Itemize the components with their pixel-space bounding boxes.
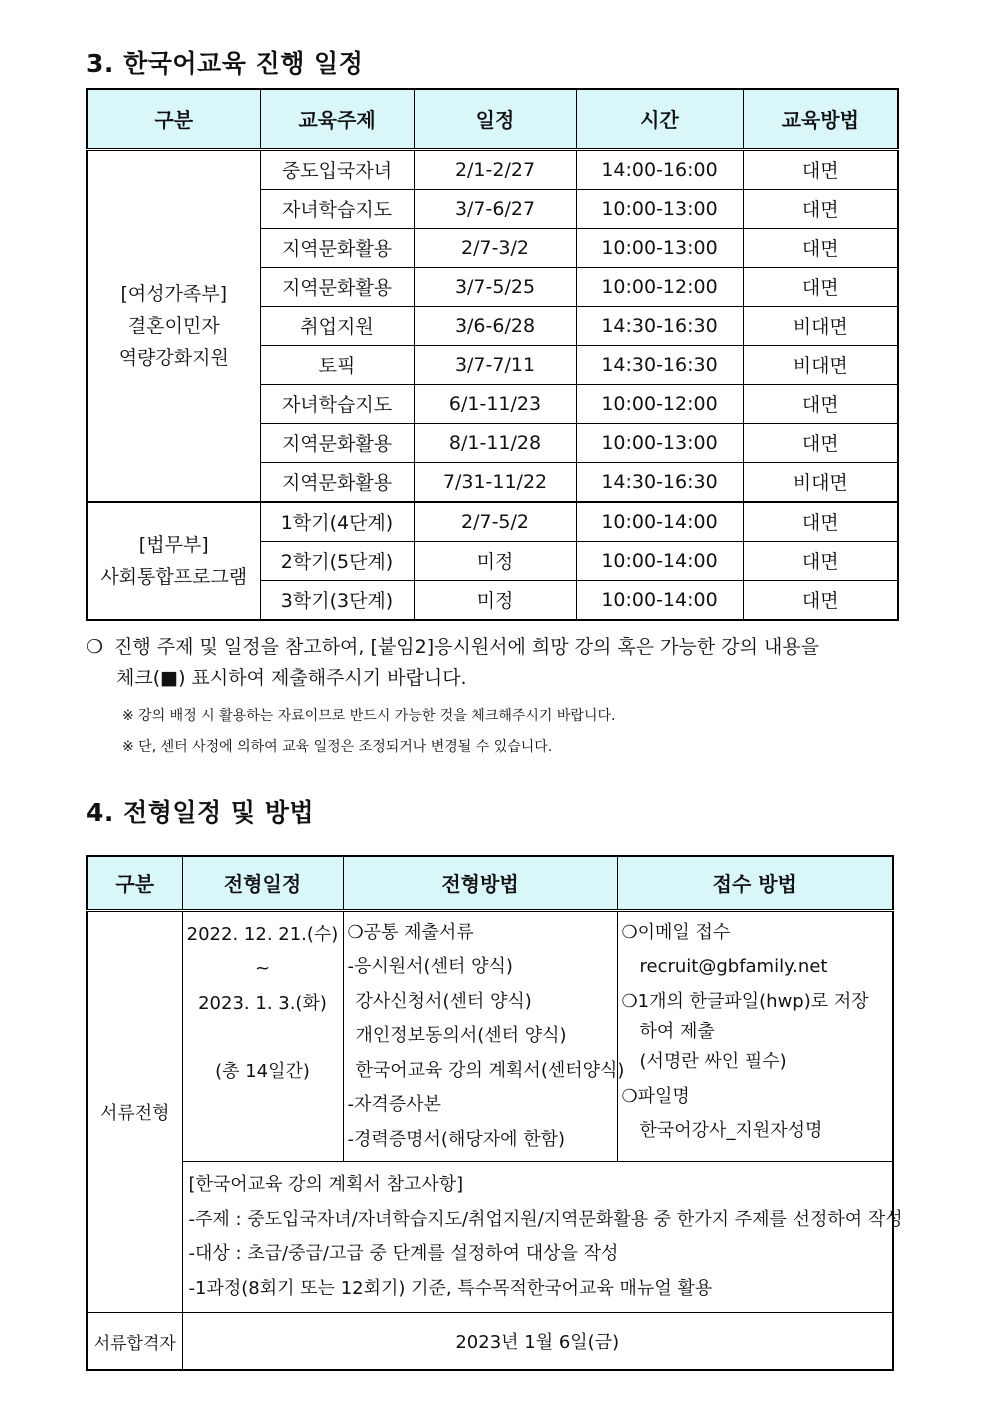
cell-time: 10:00-14:00: [576, 541, 743, 580]
receipt-line: 하여 제출: [639, 1021, 715, 1042]
document-stage-receipt: [617, 910, 893, 1162]
cell-schedule: 미정: [414, 541, 576, 580]
cell-schedule: 6/1-11/23: [414, 384, 576, 423]
method-line: 한국어교육 강의 계획서(센터양식): [355, 1059, 625, 1081]
cell-topic: 토픽: [260, 345, 414, 384]
small-note-1: ※ 강의 배정 시 활용하는 자료이므로 반드시 가능한 것을 체크해주시기 바랍니다.: [122, 708, 616, 724]
cell-method: 대면: [743, 580, 898, 620]
cell-topic: 자녀학습지도: [260, 384, 414, 423]
document-stage-dates: [182, 910, 343, 1162]
document-stage-label: 서류전형: [87, 910, 182, 1313]
cell-topic: 취업지원: [260, 306, 414, 345]
sel-header-schedule: 전형일정: [182, 856, 343, 910]
date-line: [183, 1021, 343, 1055]
selection-table: [86, 855, 903, 1371]
group-label-line: 사회통합프로그램: [100, 565, 248, 588]
method-line: -자격증사본: [347, 1094, 441, 1115]
receipt-line: ❍이메일 접수: [621, 921, 731, 943]
cell-time: 10:00-14:00: [576, 580, 743, 620]
receipt-line: ❍파일명: [621, 1085, 690, 1107]
method-line: 개인정보동의서(센터 양식): [355, 1025, 567, 1046]
note-bullet: ❍: [86, 636, 104, 658]
group-label: [87, 502, 260, 620]
reference-row: [87, 1162, 893, 1313]
header-topic: 교육주제: [260, 89, 414, 149]
reference-line: -주제 : 중도입국자녀/자녀학습지도/취업지원/지역문화활용 중 한가지 주제를 선정하여 작성: [188, 1208, 903, 1230]
cell-topic: 지역문화활용: [260, 423, 414, 462]
note-line2: 체크(■) 표시하여 제출해주시기 바랍니다.: [116, 667, 467, 689]
cell-topic: 자녀학습지도: [260, 189, 414, 228]
small-note-2: ※ 단, 센터 사정에 의하여 교육 일정은 조정되거나 변경될 수 있습니다.: [122, 739, 553, 755]
schedule-header-row: [87, 89, 898, 149]
cell-schedule: 2/7-5/2: [414, 502, 576, 542]
cell-topic: 지역문화활용: [260, 462, 414, 502]
cell-schedule: 2/1-2/27: [414, 149, 576, 189]
pass-row: [87, 1313, 893, 1371]
schedule-row: [87, 149, 898, 189]
header-method: 교육방법: [743, 89, 898, 149]
cell-method: 대면: [743, 149, 898, 189]
group-label: [87, 149, 260, 502]
reference-line: -대상 : 초급/중급/고급 중 단계를 설정하여 대상을 작성: [188, 1243, 619, 1264]
header-time: 시간: [576, 89, 743, 149]
reference-title: [한국어교육 강의 계획서 참고사항]: [188, 1174, 464, 1195]
cell-method: 대면: [743, 384, 898, 423]
cell-time: 10:00-12:00: [576, 384, 743, 423]
cell-method: 대면: [743, 423, 898, 462]
reference-line: -1과정(8회기 또는 12회기) 기준, 특수목적한국어교육 매뉴얼 활용: [188, 1277, 713, 1299]
cell-method: 비대면: [743, 462, 898, 502]
cell-topic: 지역문화활용: [260, 228, 414, 267]
cell-schedule: 미정: [414, 580, 576, 620]
cell-topic: 2학기(5단계): [260, 541, 414, 580]
schedule-row: [87, 502, 898, 542]
cell-schedule: 2/7-3/2: [414, 228, 576, 267]
cell-topic: 1학기(4단계): [260, 502, 414, 542]
cell-topic: 3학기(3단계): [260, 580, 414, 620]
sel-header-method: 전형방법: [343, 856, 617, 910]
cell-topic: 지역문화활용: [260, 267, 414, 306]
cell-method: 비대면: [743, 306, 898, 345]
cell-method: 대면: [743, 228, 898, 267]
group-label-line: 결혼이민자: [127, 314, 220, 337]
receipt-line: (서명란 싸인 필수): [639, 1051, 787, 1072]
method-line: ❍공통 제출서류: [347, 921, 474, 943]
sel-header-category: 구분: [87, 856, 182, 910]
schedule-note: [86, 632, 912, 694]
group-label-line: 역량강화지원: [118, 346, 229, 369]
section3-title: 3. 한국어교육 진행 일정: [86, 49, 364, 78]
cell-method: 대면: [743, 541, 898, 580]
sel-header-receipt: 접수 방법: [617, 856, 893, 910]
cell-time: 10:00-13:00: [576, 423, 743, 462]
cell-method: 대면: [743, 189, 898, 228]
cell-schedule: 3/7-7/11: [414, 345, 576, 384]
date-line: 2023. 1. 3.(화): [198, 992, 327, 1014]
receipt-line: recruit@gbfamily.net: [639, 956, 828, 977]
document-stage-methods: [343, 910, 625, 1162]
cell-schedule: 8/1-11/28: [414, 423, 576, 462]
cell-time: 14:30-16:30: [576, 345, 743, 384]
cell-schedule: 3/6-6/28: [414, 306, 576, 345]
group-label-line: [여성가족부]: [120, 282, 228, 305]
header-category: 구분: [87, 89, 260, 149]
note-line1: 진행 주제 및 일정을 참고하여, [붙임2]응시원서에 희망 강의 혹은 가능한 강의 내용을: [114, 636, 820, 658]
cell-schedule: 3/7-6/27: [414, 189, 576, 228]
cell-time: 14:30-16:30: [576, 306, 743, 345]
receipt-line: ❍1개의 한글파일(hwp)로 저장: [621, 990, 869, 1012]
section4-title: 4. 전형일정 및 방법: [86, 798, 315, 827]
receipt-line: 한국어강사_지원자성명: [639, 1120, 823, 1141]
cell-time: 10:00-13:00: [576, 228, 743, 267]
cell-time: 10:00-12:00: [576, 267, 743, 306]
pass-label: 서류합격자: [87, 1313, 182, 1371]
header-schedule: 일정: [414, 89, 576, 149]
cell-method: 대면: [743, 502, 898, 542]
plan-reference: [182, 1162, 903, 1313]
pass-date: 2023년 1월 6일(금): [182, 1313, 893, 1371]
document-stage-row: [87, 910, 893, 1162]
date-line: ~: [254, 958, 271, 979]
cell-time: 10:00-13:00: [576, 189, 743, 228]
method-line: -응시원서(센터 양식): [347, 956, 513, 977]
cell-time: 10:00-14:00: [576, 502, 743, 542]
selection-header-row: [87, 856, 893, 910]
cell-method: 대면: [743, 267, 898, 306]
method-line: -경력증명서(해당자에 한함): [347, 1128, 566, 1150]
cell-schedule: 7/31-11/22: [414, 462, 576, 502]
date-line: (총 14일간): [215, 1061, 310, 1082]
cell-topic: 중도입국자녀: [260, 149, 414, 189]
schedule-table: [86, 88, 899, 621]
group-label-line: [법무부]: [138, 533, 209, 556]
method-line: 강사신청서(센터 양식): [355, 990, 532, 1012]
cell-method: 비대면: [743, 345, 898, 384]
cell-time: 14:00-16:00: [576, 149, 743, 189]
date-line: 2022. 12. 21.(수): [186, 923, 339, 945]
cell-time: 14:30-16:30: [576, 462, 743, 502]
cell-schedule: 3/7-5/25: [414, 267, 576, 306]
